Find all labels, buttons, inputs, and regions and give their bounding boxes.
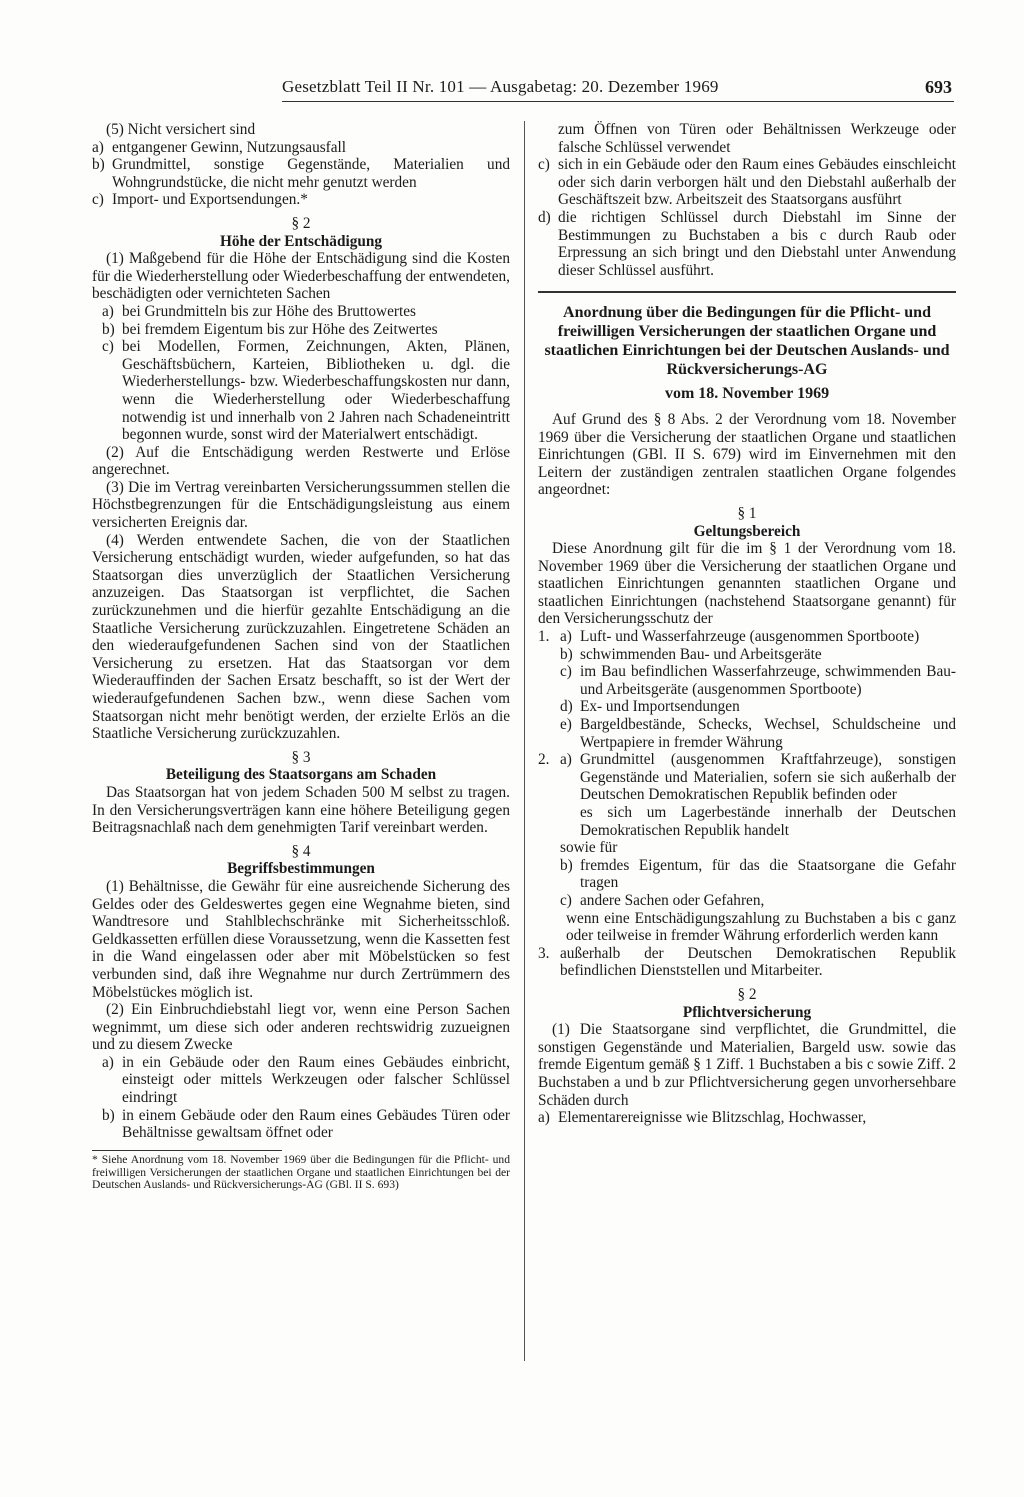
section-heading: Begriffsbestimmungen [227, 860, 375, 878]
paragraph: außerhalb der Deutschen Demokratischen Republik befindlichen Dienststellen und Mitarbeiter. [560, 944, 956, 980]
paragraph: (1) Die Staatsorgane sind verpflichtet, die Grundmittel, die sonstigen Gegenstände und Materialien, Bargeld usw. sowie das fremde Eigentum gemäß § 1 Ziff. 1 Buchstaben a bis c sowie Ziff. 2 Buchstaben a und b zur Pflichtversicherung gegen unvorhersehbare Schäden durch [538, 1021, 956, 1109]
page-number: 693 [925, 77, 952, 97]
title-rule [538, 291, 956, 379]
footnote-text: * Siehe Anordnung vom 18. November 1969 über die Bedingungen für die Pflicht- und freiwilligen Versicherungen der staatlichen Organe und staatlichen Einrichtungen bei der Deutschen Auslands- und Rückversicherungs-AG (GBl. II S. 693) [92, 1152, 510, 1192]
document-date: vom 18. November 1969 [664, 385, 830, 403]
paragraph: (5) Nicht versichert sind [106, 121, 256, 138]
list-item: c) sich in ein Gebäude oder den Raum eines Gebäudes einschleicht oder sich darin verborgen hält und den Diebstahl außerhalb der Geschäftszeit bzw. Arbeitszeit des Staatsorgans ausführt [538, 156, 956, 209]
column-divider [524, 121, 525, 1361]
list-item: a) in ein Gebäude oder den Raum eines Gebäudes einbricht, einsteigt oder mittels Werkzeugen oder falscher Schlüssel eindringt [102, 1053, 510, 1107]
paragraph: Das Staatsorgan hat von jedem Schaden 500 M selbst zu tragen. In den Versicherungsverträgen kann eine höhere Beteiligung gegen Beitragsnachlaß nach dem genehmigten Tarif vereinbart werden. [92, 783, 510, 837]
paragraph: sowie für [560, 839, 618, 857]
running-header [282, 77, 954, 102]
list-item: a) entgangener Gewinn, Nutzungsausfall [92, 138, 347, 156]
list-item: c) im Bau befindlichen Wasserfahrzeuge, schwimmenden Bau- und Arbeitsgeräte (ausgenommen Sportboote) [560, 663, 956, 698]
section-number: § 1 [737, 504, 757, 522]
numbered-item: 1. a) Luft- und Wasserfahrzeuge (ausgenommen Sportboote) b) schwimmenden Bau- und Arbeitsgeräte c) im Bau befindlichen Wasserfahrzeuge, schwimmenden Bau- und Arbeitsgeräte (ausgenommen Sportboote) d) Ex- und Importsendungen e) Bargeldbestände, Schecks, Wechsel, Schuldscheine und Wertpapiere in fremder Währung [538, 628, 956, 751]
paragraph: (3) Die im Vertrag vereinbarten Versicherungssummen stellen die Höchstbegrenzungen für die Entschädigungsleistung aus einem versicherten Ereignis dar. [92, 478, 510, 532]
paragraph: es sich um Lagerbestände innerhalb der Deutschen Demokratischen Republik handelt [580, 804, 956, 839]
list-item: a) Grundmittel (ausgenommen Kraftfahrzeuge), sonstigen Gegenstände und Materialien, sofern sie sich außerhalb der Deutschen Demokratischen Republik befinden oder [560, 751, 956, 804]
numbered-item: 2. a) Grundmittel (ausgenommen Kraftfahrzeuge), sonstigen Gegenstände und Materialien, sofern sie sich außerhalb der Deutschen Demokratischen Republik befinden oder es sich um Lagerbestände innerhalb der Deutschen Demokratischen Republik handelt sowie für b) fremdes Eigentum, für das die Staatsorgane die Gefahr tragen c) andere Sachen oder Gefahren, wenn eine Entschädigungszahlung zu Buchstaben a bis c ganz oder teilweise in fremder Währung erforderlich werden kann [538, 751, 956, 945]
paragraph: zum Öffnen von Türen oder Behältnissen Werkzeuge oder falsche Schlüssel verwendet [558, 121, 956, 156]
list-item: c) Import- und Exportsendungen.* [92, 191, 308, 209]
list-item: c) bei Modellen, Formen, Zeichnungen, Akten, Plänen, Geschäftsbüchern, Karteien, Bibliotheken u. dgl. die Wiederherstellungs- bzw. Wiederbeschaffungskosten nur dann, wenn die Wiederherstellung oder Wiederbeschaffung notwendig ist und innerhalb von 2 Jahren nach Schadeneintritt begonnen wurde, sonst wird der Materialwert entschädigt. [102, 338, 510, 444]
footnote [92, 1150, 510, 1192]
list-item: b) in einem Gebäude oder den Raum eines Gebäudes Türen oder Behältnisse gewaltsam öffnet oder [102, 1106, 510, 1142]
section-heading: Pflichtversicherung [682, 1003, 812, 1021]
numbered-item: 3. außerhalb der Deutschen Demokratischen Republik befindlichen Dienststellen und Mitarbeiter. [538, 944, 956, 980]
paragraph: wenn eine Entschädigungszahlung zu Buchstaben a bis c ganz oder teilweise in fremder Währung erforderlich werden kann [566, 909, 956, 945]
section-heading: Geltungsbereich [693, 522, 801, 540]
left-column [92, 121, 510, 1192]
paragraph: (2) Auf die Entschädigung werden Restwerte und Erlöse angerechnet. [92, 443, 510, 479]
list-item: b) bei fremdem Eigentum bis zur Höhe des Zeitwertes [102, 320, 438, 338]
paragraph: Auf Grund des § 8 Abs. 2 der Verordnung vom 18. November 1969 über die Versicherung der staatlichen Organe und staatlichen Einrichtungen (GBl. II S. 679) wird im Einvernehmen mit den Leitern der zuständigen zentralen staatlichen Organe folgendes angeordnet: [538, 410, 956, 499]
right-column [538, 121, 956, 1127]
list-item: c) andere Sachen oder Gefahren, [560, 891, 765, 909]
paragraph: (2) Ein Einbruchdiebstahl liegt vor, wenn eine Person Sachen wegnimmt, um diese sich oder anderen rechtswidrig zuzueignen und zu diesem Zwecke [92, 1001, 510, 1054]
list-item: e) Bargeldbestände, Schecks, Wechsel, Schuldscheine und Wertpapiere in fremder Währung [560, 716, 956, 751]
section-number: § 4 [291, 842, 311, 860]
list-item: a) bei Grundmitteln bis zur Höhe des Bruttowertes [102, 302, 416, 320]
list-item: a) Elementarereignisse wie Blitzschlag, Hochwasser, [538, 1109, 867, 1127]
paragraph: (1) Behältnisse, die Gewähr für eine ausreichende Sicherung des Geldes oder des Geldeswertes gegen eine Wegnahme bieten, sind Wandtresore und Stahlblechschränke mit Sicherheitsschloß. Geldkassetten erfüllen diese Voraussetzung, wenn die Kassetten fest in die Wand eingelassen oder aber mit Möbelstücken so fest verbunden sind, daß ihre Wegnahme nur durch Zertrümmern des Möbelstückes möglich ist. [92, 877, 510, 1001]
list-item: d) Ex- und Importsendungen [560, 698, 740, 716]
list-item: b) fremdes Eigentum, für das die Staatsorgane die Gefahr tragen [560, 856, 956, 892]
list-item: a) Luft- und Wasserfahrzeuge (ausgenommen Sportboote) [560, 628, 920, 646]
document-title: Anordnung über die Bedingungen für die Pflicht- und freiwilligen Versicherungen der staatlichen Organe und staatlichen Einrichtungen bei der Deutschen Auslands- und Rückversicherungs-AG [544, 304, 950, 379]
paragraph: (1) Maßgebend für die Höhe der Entschädigung sind die Kosten für die Wiederherstellung oder Wiederbeschaffung der entwendeten, beschädigten oder vernichteten Sachen [92, 250, 510, 303]
running-head: Gesetzblatt Teil II Nr. 101 — Ausgabetag: 20. Dezember 1969 [282, 77, 719, 96]
section-number: § 3 [291, 748, 311, 766]
paragraph: (4) Werden entwendete Sachen, die von der Staatlichen Versicherung entschädigt wurden, wieder aufgefunden, so hat das Staatsorgan dies unverzüglich der Staatlichen Versicherung anzuzeigen. Das Staatsorgan ist verpflichtet, die Sachen zurückzunehmen und die hierfür gezahlte Entschädigung an die Staatliche Versicherung zurückzuzahlen. Eingetretene Schäden an den wiederaufgefundenen Sachen sind von der Staatlichen Versicherung zu ersetzen. Hat das Staatsorgan vor dem Wiederauffinden der Sachen Ersatz beschafft, so ist der Wert der wiederaufgefundenen Sachen bzw., wenn diese Sachen vom Staatsorgan nicht mehr benötigt werden, der erzielte Erlös an die Staatliche Versicherung zurückzuzahlen. [92, 531, 510, 743]
list-item: b) schwimmenden Bau- und Arbeitsgeräte [560, 645, 822, 663]
list-item: b) Grundmittel, sonstige Gegenstände, Materialien und Wohngrundstücke, die nicht mehr genutzt werden [92, 156, 510, 191]
section-number: § 2 [291, 214, 311, 232]
section-heading: Höhe der Entschädigung [219, 232, 383, 250]
list-item: d) die richtigen Schlüssel durch Diebstahl im Sinne der Bestimmungen zu Buchstaben a bis c durch Raub oder Erpressung an sich bringt und den Diebstahl unter Anwendung dieser Schlüssel ausführt. [538, 208, 956, 279]
section-number: § 2 [737, 985, 757, 1003]
paragraph: Diese Anordnung gilt für die im § 1 der Verordnung vom 18. November 1969 über die Versicherung der staatlichen Organe und staatlichen Einrichtungen genannten staatlichen Organe und staatlichen Einrichtungen (nachstehend Staatsorgane genannt) für den Versicherungsschutz der [538, 540, 956, 628]
section-heading: Beteiligung des Staatsorgans am Schaden [165, 766, 437, 784]
